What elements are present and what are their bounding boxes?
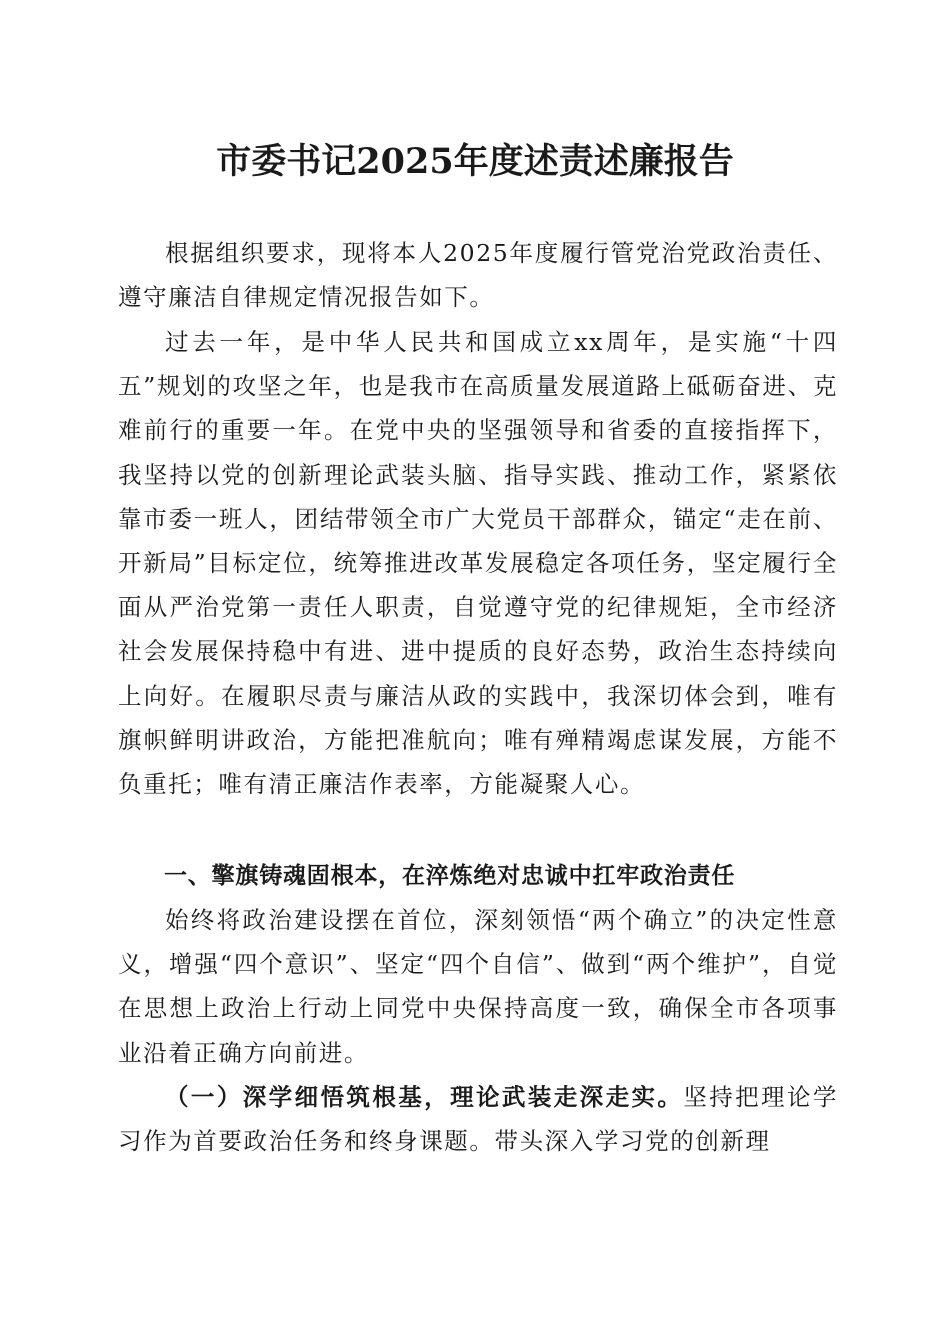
subsection-heading-1: （一）深学细悟筑根基，理论武装走深走实。 [165,1083,684,1111]
document-title: 市委书记2025年度述责述廉报告 [216,141,734,182]
intro-paragraph: 根据组织要求，现将本人2025年度履行管党治党政治责任、遵守廉洁自律规定情况报告如下。 [118,239,838,312]
review-paragraph: 过去一年，是中华人民共和国成立xx周年，是实施“十四五”规划的攻坚之年，也是我市在高质量发展道路上砥砺奋进、克难前行的重要一年。在党中央的坚强领导和省委的直接指挥下，我坚持以党的创新理论武装头脑、指导实践、推动工作，紧紧依靠市委一班人，团结带领全市广大党员干部群众，锚定“走在前、开新局”目标定位，统筹推进改革发展稳定各项任务，坚定履行全面从严治党第一责任人职责，自觉遵守党的纪律规矩，全市经济社会发展保持稳中有进、进中提质的良好态势，政治生态持续向上向好。在履职尽责与廉洁从政的实践中，我深切体会到，唯有旗帜鲜明讲政治，方能把准航向；唯有殚精竭虑谋发展，方能不负重托；唯有清正廉洁作表率，方能凝聚人心。 [118,328,838,799]
section-heading-1: 一、擎旗铸魂固根本，在淬炼绝对忠诚中扛牢政治责任 [164,863,736,889]
subsection-1-text: 坚持把理论学习作为首要政治任务和终身课题。带头深入学习党的创新理 [118,1083,838,1156]
subsection-1-paragraph [118,1075,838,1163]
section-1-paragraph: 始终将政治建设摆在首位，深刻领悟“两个确立”的决定性意义，增强“四个意识”、坚定“四个自信”、做到“两个维护”，自觉在思想上政治上行动上同党中央保持高度一致，确保全市各项事业沿着正确方向前进。 [118,906,838,1067]
